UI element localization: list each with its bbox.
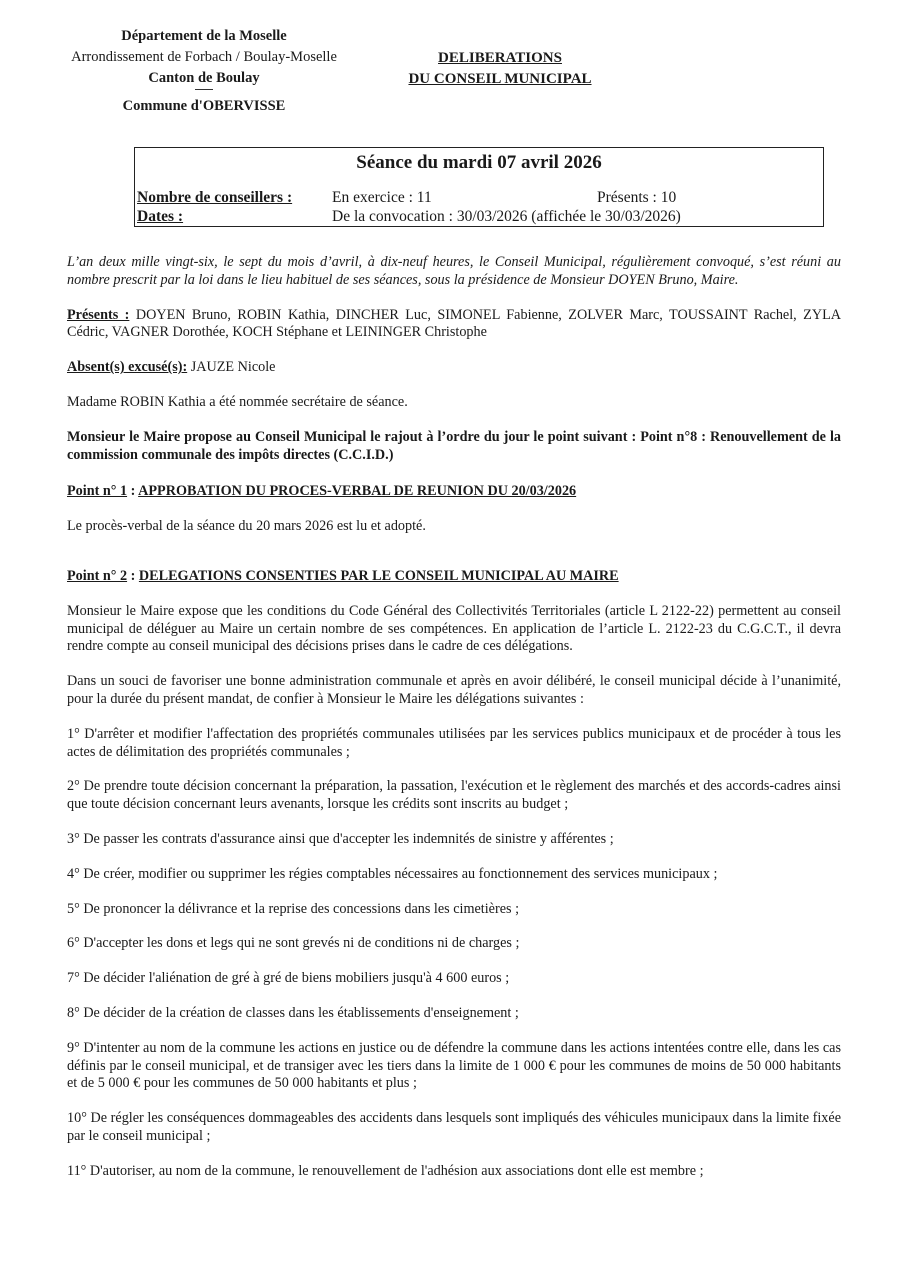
presents-list: DOYEN Bruno, ROBIN Kathia, DINCHER Luc, SIMONEL Fabienne, ZOLVER Marc, TOUSSAINT Rachel, ZYLA Cédric, VAGNER Dorothée, KOCH Stéphane et LEININGER Christophe — [67, 306, 841, 341]
point1-heading — [67, 483, 841, 501]
delegation-item-5: 5° De prononcer la délivrance et la reprise des concessions dans les cimetières ; — [67, 900, 520, 917]
point2-para2: Dans un souci de favoriser une bonne administration communale et après en avoir délibéré, le conseil municipal décide à l’unanimité, pour la durée du présent mandat, de confier à Monsieur le Maire les délégations suivantes : — [67, 673, 841, 707]
ajout-paragraph: Monsieur le Maire propose au Conseil Municipal le rajout à l’ordre du jour le point suivant : Point n°8 : Renouvellement de la commission communale des impôts directes (C.C.I.D.) — [67, 428, 841, 463]
point2-title: DELEGATIONS CONSENTIES PAR LE CONSEIL MUNICIPAL AU MAIRE — [138, 567, 619, 584]
secretaire-paragraph: Madame ROBIN Kathia a été nommée secrétaire de séance. — [67, 393, 408, 410]
point2-para1: Monsieur le Maire expose que les conditions du Code Général des Collectivités Territoriales (article L 2122-22) permettent au conseil municipal de déléguer au Maire un certain nombre de ses compétences. En application de l’article L. 2122-23 du C.G.C.T., il devra rendre compte au conseil municipal des décisions prises dans le cadre de ces délégations. — [67, 602, 841, 655]
presents-label: Présents : — [67, 306, 130, 323]
document-title — [390, 48, 610, 90]
delegation-item-2: 2° De prendre toute décision concernant la préparation, la passation, l'exécution et le règlement des marchés et des accords-cadres ainsi que toute décision concernant leurs avenants, lorsque les crédits sont inscrits au budget ; — [67, 778, 841, 813]
point1-text: Le procès-verbal de la séance du 20 mars 2026 est lu et adopté. — [67, 518, 426, 535]
delegation-item-7: 7° De décider l'aliénation de gré à gré de biens mobiliers jusqu'à 4 600 euros ; — [67, 970, 510, 987]
canton: Canton de Boulay — [148, 70, 260, 86]
delegation-item-10: 10° De régler les conséquences dommageables des accidents dans lesquels sont impliqués des véhicules municipaux dans la limite fixée par le conseil municipal ; — [67, 1110, 841, 1144]
delegation-item-1: 1° D'arrêter et modifier l'affectation des propriétés communales utilisées par les services publics municipaux et de procéder à tous les actes de délimitation des propriétés communales ; — [67, 725, 841, 760]
point1-sep: : — [127, 483, 139, 500]
point1-label: Point n° 1 — [67, 483, 128, 500]
absents-list: JAUZE Nicole — [187, 359, 276, 376]
header-divider — [195, 89, 213, 90]
commune: Commune d'OBERVISSE — [122, 98, 286, 114]
point2-label: Point n° 2 — [67, 567, 128, 584]
delegation-item-9: 9° D'intenter au nom de la commune les actions en justice ou de défendre la commune dans les actions intentées contre elle, dans les cas définis par le conseil municipal, et de transiger avec les tiers dans la limite de 1 000 € pour les communes de moins de 50 000 habitants et de 5 000 € pour les communes de 50 000 habitants et plus ; — [67, 1039, 841, 1092]
seance-title: Séance du mardi 07 avril 2026 — [356, 152, 602, 173]
delegation-item-4: 4° De créer, modifier ou supprimer les régies comptables nécessaires au fonctionnement des services municipaux ; — [67, 865, 718, 882]
arrondissement: Arrondissement de Forbach / Boulay-Moselle — [71, 49, 337, 65]
intro-paragraph: L’an deux mille vingt-six, le sept du mois d’avril, à dix-neuf heures, le Conseil Municipal, régulièrement convoqué, s’est réuni au nombre prescrit par la loi dans le lieu habituel de ses séances, sous la présidence de Monsieur DOYEN Bruno, Maire. — [67, 254, 841, 288]
departement: Département de la Moselle — [121, 28, 287, 44]
presents-paragraph — [67, 307, 841, 343]
document-body — [67, 254, 841, 1181]
title-line-1: DELIBERATIONS — [438, 50, 562, 66]
convocation-date: De la convocation : 30/03/2026 (affichée le 30/03/2026) — [332, 208, 681, 225]
delegation-item-8: 8° De décider de la création de classes dans les établissements d'enseignement ; — [67, 1004, 519, 1021]
delegation-item-6: 6° D'accepter les dons et legs qui ne sont grevés ni de conditions ni de charges ; — [67, 935, 520, 952]
absents-paragraph — [67, 359, 841, 377]
dates-label: Dates : — [137, 208, 184, 225]
absents-label: Absent(s) excusé(s): — [67, 359, 188, 376]
en-exercice: En exercice : 11 — [332, 189, 432, 206]
point2-heading — [67, 568, 841, 586]
point1-title: APPROBATION DU PROCES-VERBAL DE REUNION DU 20/03/2026 — [138, 483, 577, 500]
presents-count: Présents : 10 — [597, 189, 677, 206]
conseillers-label: Nombre de conseillers : — [137, 189, 293, 206]
point2-sep: : — [127, 567, 139, 584]
title-line-2: DU CONSEIL MUNICIPAL — [408, 71, 592, 87]
seance-box — [134, 147, 824, 227]
delegation-item-3: 3° De passer les contrats d'assurance ainsi que d'accepter les indemnités de sinistre y afférentes ; — [67, 830, 614, 847]
delegation-item-11: 11° D'autoriser, au nom de la commune, le renouvellement de l'adhésion aux associations dont elle est membre ; — [67, 1162, 704, 1179]
header-administrative — [62, 26, 346, 117]
